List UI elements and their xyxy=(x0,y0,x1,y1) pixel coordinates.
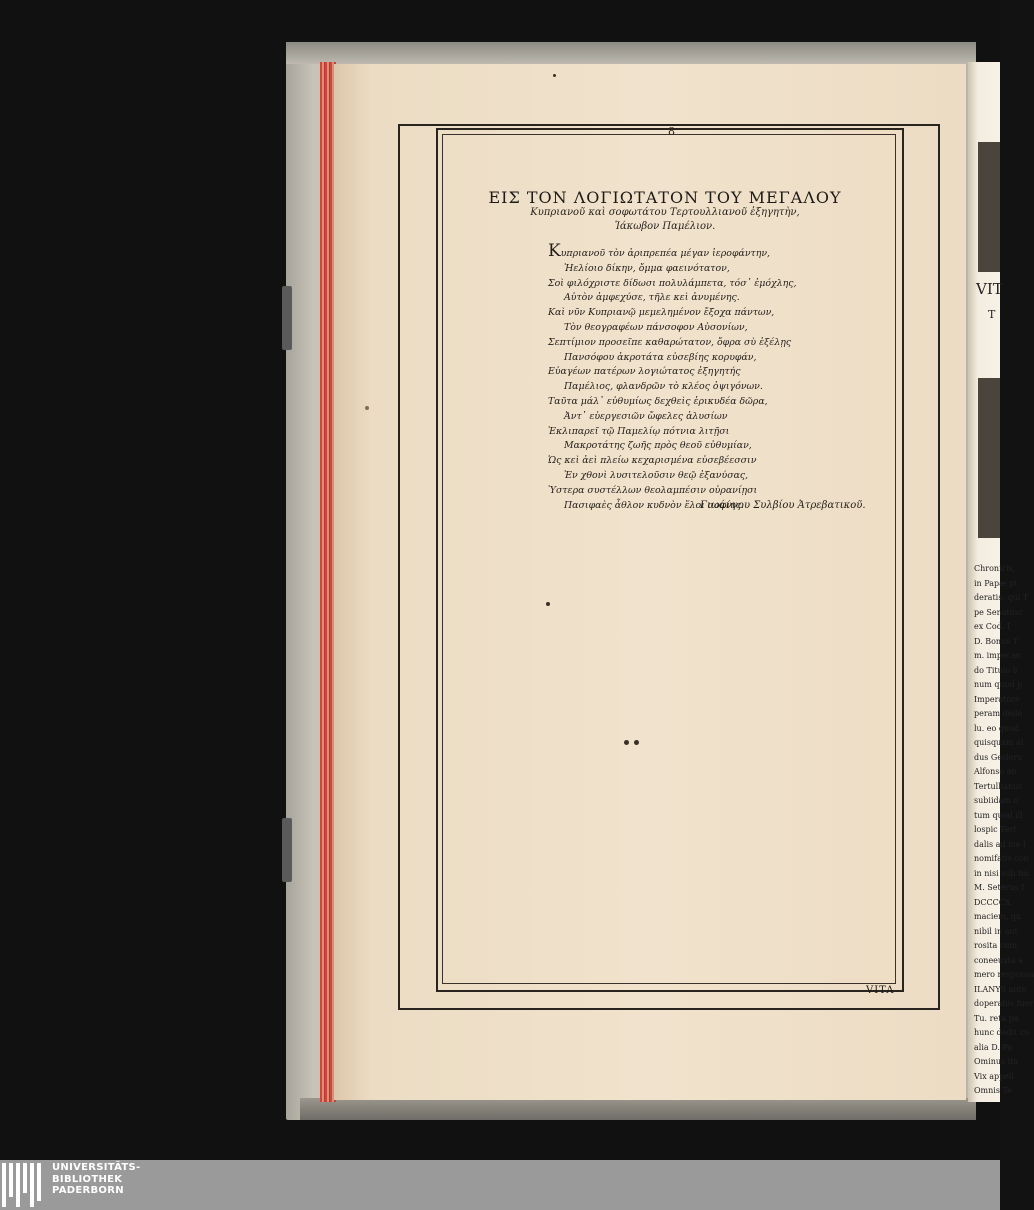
facing-text-line: Imperatore xyxy=(974,694,1020,704)
facing-text-line: Alfonso an xyxy=(974,767,1017,776)
poem-line: Τὸν θεογραφέων πάνσοφον Αὐσονίων, xyxy=(564,321,748,333)
footer-bar xyxy=(0,1160,1000,1210)
facing-text-line: do Titulo b xyxy=(974,665,1018,675)
poem-line: Ὡς κεὶ ἀεὶ πλείω κεχαρισμένα εὐσεβέεσσιν xyxy=(548,455,757,467)
facing-text-line: hunc dedit co xyxy=(974,1028,1030,1037)
ink-spot xyxy=(634,740,639,745)
facing-text-line: num quod p xyxy=(974,680,1023,689)
facing-text-line: Ominus ita xyxy=(974,1057,1019,1066)
poem-line: Εὐαγέων πατέρων λογιώτατος ἐξηγητής xyxy=(548,366,741,378)
subtitle-line-2: Ἰάκωβον Παμέλιον. xyxy=(614,221,716,232)
clasp-bottom xyxy=(282,818,292,882)
poem-line: Ἐκλιπαρεῖ τῷ Παμελίῳ πότνια λιτῇσι xyxy=(548,425,730,437)
facing-page xyxy=(968,62,1034,1102)
poem-line: Ἐν χθονὶ λυσιτελοῦσιν θεῷ ἐξανύσας, xyxy=(564,469,749,481)
facing-text-line: dus Gesleru xyxy=(974,752,1023,762)
page-title: ΕΙΣ ΤΟΝ ΛΟΓΙΩΤΑΤΟΝ ΤΟΥ ΜΕΓΑΛΟΥ xyxy=(488,188,842,207)
facing-subheading: T xyxy=(988,308,996,321)
book-cover-bottom-edge xyxy=(300,1098,976,1120)
facing-text-line: pe Senatusc xyxy=(974,607,1024,617)
library-logo-icon xyxy=(2,1163,46,1207)
facing-text-line: m. impecan xyxy=(974,651,1022,660)
book-cover-top-edge xyxy=(286,42,976,64)
poem-line: Παμέλιος, φλανδρῶν τὸ κλέος ὀψιγόνων. xyxy=(564,381,763,393)
poem-line: Ἠελίοιο δίκην, ὄμμα φαεινότατον, xyxy=(564,262,730,274)
catchword: VITA xyxy=(866,985,895,996)
facing-text-line: nibil in aut xyxy=(974,926,1018,936)
poem-line: Σεπτίμιον προσεῖπε καθαρώτατον, ὄφρα σὺ ἐξέλῃς xyxy=(548,336,792,348)
facing-text-line: doperabis fuer xyxy=(974,999,1034,1008)
poem-line: Μακροτάτης ζωῆς πρὸς θεοῦ εὐθυμίαν, xyxy=(564,440,752,452)
facing-text-line: Tertullianus xyxy=(974,781,1023,791)
facing-text-line: rosita cum xyxy=(974,941,1018,950)
facing-text-line: M. Seterus I xyxy=(974,883,1025,892)
facing-text-line: lospic Tert xyxy=(974,825,1017,834)
facing-text-line: quisquam al xyxy=(974,738,1024,747)
facing-text-line: Vix appell xyxy=(974,1071,1015,1081)
poem-line: Ὑστερα συστέλλων θεολαμπέσιν οὐρανίῃσι xyxy=(548,484,758,496)
facing-text-line: D. Bonus T xyxy=(974,636,1019,646)
facing-text-line: ILANYS ante xyxy=(974,984,1027,994)
initial-letter-ornament xyxy=(978,378,1000,538)
facing-text-line: deratis, qui T xyxy=(974,593,1029,602)
facing-text-line: Tu. reta pa xyxy=(974,1013,1019,1023)
clasp-top xyxy=(282,286,292,350)
greek-poem xyxy=(548,241,878,513)
poem-line: Αὐτὸν ἀμφεχύσε, τῆλε κεὶ ἀνυμένης. xyxy=(564,292,740,304)
facing-text-line: mero responsa xyxy=(974,970,1034,979)
ink-spot xyxy=(546,602,550,606)
library-name-line-2: BIBLIOTHEK xyxy=(52,1173,123,1185)
facing-text-line: peram dede xyxy=(974,709,1023,718)
library-name-line-1: UNIVERSITÄTS- xyxy=(52,1162,141,1173)
facing-text-line: DCCCCX xyxy=(974,897,1011,907)
poem-line: Πασιφαὲς ἆθλον κυδνὸν ἕλοι σοφίης. xyxy=(564,499,744,511)
facing-text-line: alia D. Pa xyxy=(974,1042,1013,1052)
poem-signature: Γιωάννου Συλβίου Ἀτρεβατικοῦ. xyxy=(700,500,866,511)
facing-text-line: maciem, qu xyxy=(974,912,1022,921)
subtitle-line-1: Κυπριανοῦ καὶ σοφωτάτου Τερτουλλιανοῦ ἐξηγητὴν, xyxy=(530,207,800,218)
facing-text-line: subiidam o xyxy=(974,796,1019,805)
poem-line: Πανσόφου ἀκροτάτα εὐσεβίης κορυφάν, xyxy=(564,351,757,363)
facing-text-line: in Papæ pt xyxy=(974,578,1018,588)
poem-line: Ταῦτα μάλ᾽ εὐθυμίως δεχθεὶς ἐρικυδέα δῶρα, xyxy=(548,395,768,407)
facing-heading: VIT xyxy=(976,280,1003,298)
library-name xyxy=(52,1162,141,1197)
facing-text-line: dalis ad me l xyxy=(974,839,1026,849)
ink-spot xyxy=(553,74,556,77)
ink-spot xyxy=(365,406,369,410)
facing-text-line: tum quod ill xyxy=(974,810,1023,820)
poem-line: Κυπριανοῦ τὸν ἀριπρεπέα μέγαν ἱεροφάντην, xyxy=(548,241,771,261)
facing-text-line: in nisi sub Im xyxy=(974,868,1029,878)
poem-line: Ἀντ᾽ εὐεργεσιῶν ὤφελες ἀλυσίων xyxy=(564,410,728,422)
facing-text-line: lu. eo quod xyxy=(974,723,1020,733)
ink-spot xyxy=(624,740,629,745)
page-subtitle xyxy=(440,206,890,234)
page-number: 8 xyxy=(668,125,675,138)
facing-text-line: ex Cod. I xyxy=(974,622,1011,631)
poem-line: Καὶ νῦν Κυπριανῷ μεμελημένον ἔξοχα πάντων, xyxy=(548,307,775,319)
facing-text-line: nomifatis con xyxy=(974,854,1029,863)
facing-text-line: Chronicis, xyxy=(974,564,1016,573)
library-name-line-3: PADERBORN xyxy=(52,1185,124,1196)
poem-line: Σοὶ φιλόχριστε δίδωσι πολυλάμπετα, τόσ᾽ ἐμόχλης, xyxy=(548,277,797,289)
facing-text-line: Omnis Te xyxy=(974,1086,1012,1095)
woodcut-ornament xyxy=(978,142,1000,272)
facing-text-line: coneeuxta a xyxy=(974,955,1023,965)
